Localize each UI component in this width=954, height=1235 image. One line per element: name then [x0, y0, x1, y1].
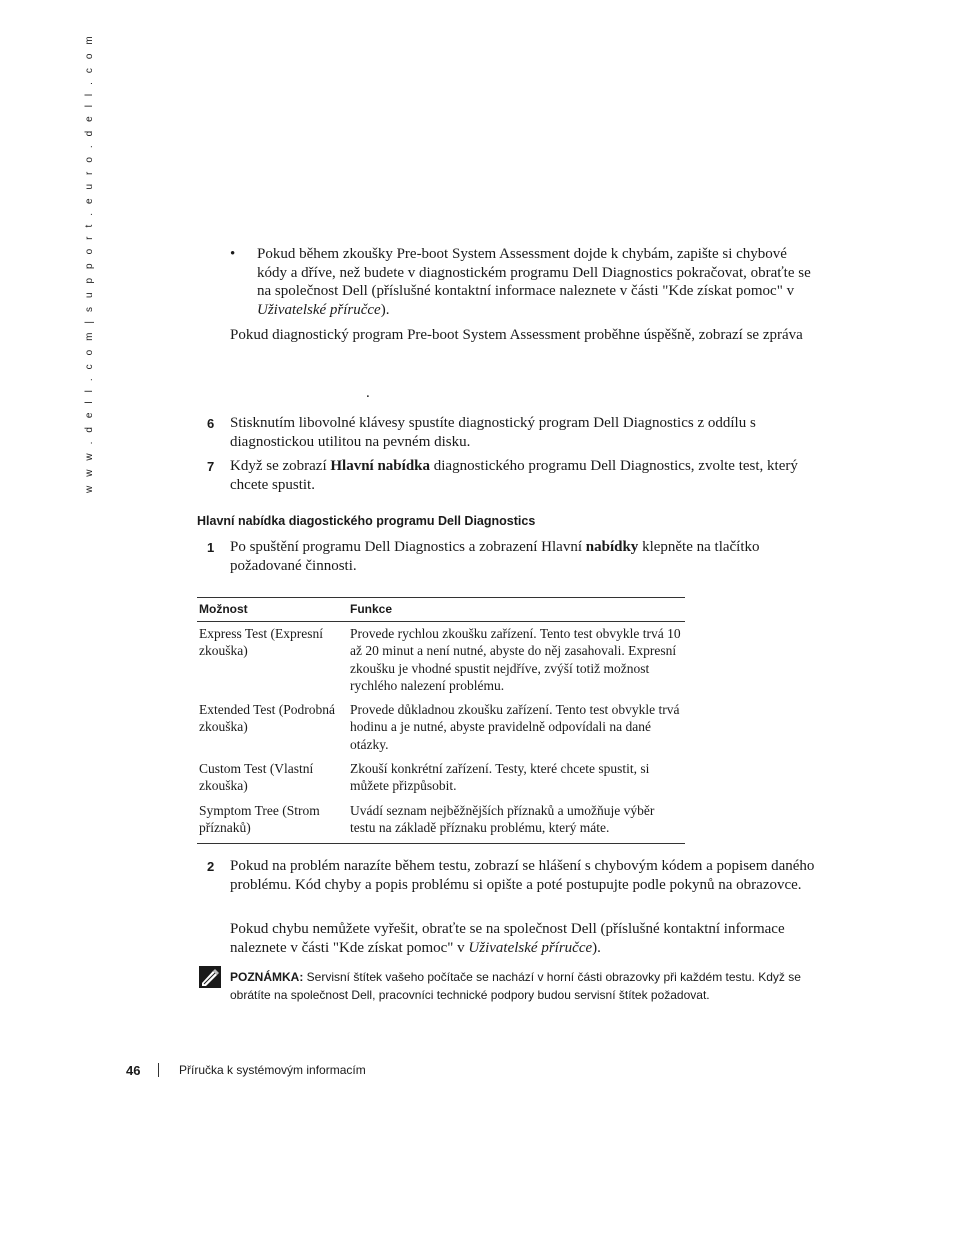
note-label: POZNÁMKA:: [230, 970, 304, 984]
table-row: [197, 701, 685, 760]
function-cell: Uvádí seznam nejběžnějších příznaků a umožňuje výběr testu na základě příznaku problému, který máte.: [350, 802, 655, 835]
bullet-text-main: Pokud během zkoušky Pre-boot System Assessment dojde k chybám, zapište si chybové kódy a dříve, než budete v diagnostickém programu Dell Diagnostics pokračovat, obraťte se na společnost Dell (příslušné kontaktní informace naleznete v části "Kde získat pomoc" v: [257, 246, 811, 299]
table-row: [197, 622, 685, 702]
step-7-number: 7: [207, 459, 215, 474]
step-1-pre: Po spuštění programu Dell Diagnostics a zobrazení Hlavní: [230, 539, 586, 555]
step-1-text: [230, 538, 815, 575]
step-7-pre: Když se zobrazí: [230, 458, 331, 474]
function-cell: Zkouší konkrétní zařízení. Testy, které chcete spustit, si můžete přizpůsobit.: [350, 761, 650, 794]
step-7-post: diagnostického programu Dell Diagnostics, zvolte test, který chcete spustit.: [230, 458, 798, 493]
bullet-text-italic: Uživatelské příručce: [257, 301, 381, 318]
bullet-symbol: •: [230, 246, 236, 262]
success-paragraph: Pokud diagnostický program Pre-boot System Assessment proběhne úspěšně, zobrazí se zpráva: [230, 327, 803, 343]
sidebar-url: w w w . d e l l . c o m | s u p p o r t . e u r o . d e l l . c o m: [84, 33, 95, 493]
step-2-text: Pokud na problém narazíte během testu, zobrazí se hlášení s chybovým kódem a popisem daného problému. Kód chyby a popis problému si opište a poté postupujte podle pokynů na obrazovce.: [230, 858, 815, 893]
step-6-number: 6: [207, 416, 215, 431]
stray-dot: .: [366, 385, 370, 401]
help-pre: Pokud chybu nemůžete vyřešit, obraťte se na společnost Dell (příslušné kontaktní informace naleznete v části "Kde získat pomoc" v: [230, 921, 785, 956]
option-cell: Extended Test (Podrobná zkouška): [199, 702, 336, 735]
bullet-paragraph: [257, 245, 817, 319]
table-header-row: [197, 598, 685, 622]
help-post: ).: [592, 939, 601, 956]
step-1-bold: nabídky: [585, 539, 639, 555]
step-7-bold: Hlavní nabídka: [330, 458, 431, 474]
footer-separator: [158, 1063, 159, 1077]
footer-title: Příručka k systémovým informacím: [179, 1063, 366, 1077]
help-italic: Uživatelské příručce: [468, 939, 593, 956]
table-row: [197, 760, 685, 802]
option-cell: Custom Test (Vlastní zkouška): [199, 761, 314, 794]
header-option: Možnost: [197, 598, 348, 622]
note-text: [230, 968, 805, 1004]
header-function: Funkce: [348, 598, 685, 622]
step-2-number: 2: [207, 859, 215, 874]
step-6-text: Stisknutím libovolné klávesy spustíte diagnostický program Dell Diagnostics z oddílu s diagnostickou utilitou na pevném disku.: [230, 415, 756, 450]
step-1-number: 1: [207, 540, 215, 555]
option-cell: Express Test (Expresní zkouška): [199, 626, 324, 659]
note-pencil-icon: [199, 966, 221, 988]
bullet-text-end: ).: [380, 301, 390, 318]
step-7-text: [230, 457, 815, 494]
function-cell: Provede důkladnou zkoušku zařízení. Tento test obvykle trvá hodinu a je nutné, abyste pravidelně odpovídali na dané otázky.: [350, 702, 680, 752]
note-body: Servisní štítek vašeho počítače se nachází v horní části obrazovky při každém testu. Když se obrátíte na společnost Dell, pracovníci technické podpory budou servisní štítek požadovat.: [230, 970, 801, 1002]
page-number: 46: [126, 1063, 141, 1078]
table-row: [197, 802, 685, 844]
help-paragraph: [230, 920, 815, 957]
option-cell: Symptom Tree (Strom příznaků): [199, 802, 320, 835]
options-table: [197, 597, 685, 844]
function-cell: Provede rychlou zkoušku zařízení. Tento test obvykle trvá 10 až 20 minut a není nutné, abyste do něj zasahovali. Expresní zkoušku je vhodné spustit nejdříve, zvýší totiž možnost rychlého nalezení problému.: [350, 626, 681, 693]
step-1-post: klepněte na tlačítko požadované činnosti.: [230, 539, 760, 574]
section-heading: Hlavní nabídka diagostického programu Dell Diagnostics: [197, 514, 536, 528]
